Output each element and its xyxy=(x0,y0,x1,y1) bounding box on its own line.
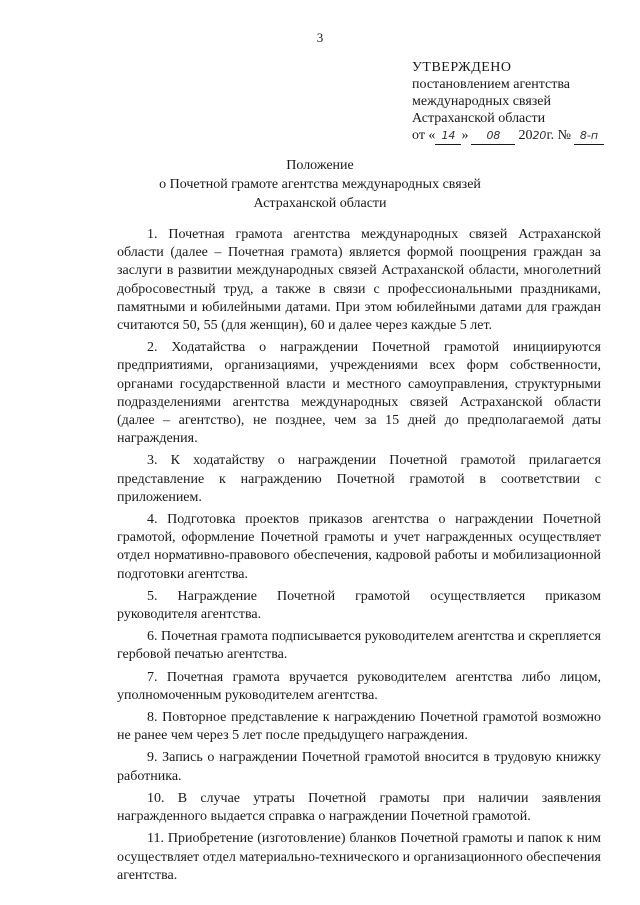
paragraph-1: 1. Почетная грамота агентства международных связей Астраханской области (далее – Почетная грамота) является формой поощрения граждан за заслуги в развитии международных связей Астраханской области, многолетний добросовестный труд, а также в связи с профессиональными праздниками, памятными и юбилейными датами. При этом юбилейными датами для граждан считаются 50, 55 (для женщин), 60 и далее через каждые 5 лет. xyxy=(117,227,601,334)
date-year-end: г. № xyxy=(546,128,571,143)
title-line-2: о Почетной грамоте агентства международных связей xyxy=(159,177,481,192)
paragraph-7: 7. Почетная грамота вручается руководителем агентства либо лицом, уполномоченным руководителем агентства. xyxy=(117,669,601,703)
date-month: 08 xyxy=(471,127,515,145)
paragraph-6: 6. Почетная грамота подписывается руководителем агентства и скрепляется гербовой печатью агентства. xyxy=(117,629,601,663)
document-title xyxy=(0,156,640,213)
paragraph-10: 10. В случае утраты Почетной грамоты при наличии заявления награжденного выдается справка о награждении Почетной грамотой. xyxy=(117,790,601,825)
document-body xyxy=(117,226,601,889)
paragraph-9: 9. Запись о награждении Почетной грамотой вносится в трудовую книжку работника. xyxy=(117,750,601,784)
approval-heading: УТВЕРЖДЕНО xyxy=(412,60,512,75)
paragraph-11: 11. Приобретение (изготовление) бланков Почетной грамоты и папок к ним осуществляет отдел материально-технического и организационного обеспечения агентства. xyxy=(117,831,601,883)
approval-line-2: международных связей xyxy=(412,94,552,109)
title-line-1: Положение xyxy=(286,158,354,173)
paragraph-5: 5. Награждение Почетной грамотой осуществляется приказом руководителя агентства. xyxy=(117,588,601,623)
date-year-suffix: 20 xyxy=(532,129,547,142)
title-line-3: Астраханской области xyxy=(253,196,387,211)
date-year-prefix: 20 xyxy=(518,128,533,143)
date-prefix: от « xyxy=(412,128,436,143)
paragraph-3: 3. К ходатайству о награждении Почетной грамотой прилагается представление к награждению Почетной грамотой в соответствии с приложением. xyxy=(117,453,601,505)
page-number: 3 xyxy=(316,30,324,45)
approval-date-line xyxy=(412,127,622,145)
date-mid: » xyxy=(461,128,469,143)
paragraph-4: 4. Подготовка проектов приказов агентства о награждении Почетной грамотой, оформление Почетной грамоты и учет награжденных осуществляет отдел нормативно-правового обеспечения, кадровой работы и мобилизационной подготовки агентства. xyxy=(117,512,601,582)
paragraph-8: 8. Повторное представление к награждению Почетной грамотой возможно не ранее чем через 5 лет после предыдущего награждения. xyxy=(117,710,601,744)
approval-stamp xyxy=(412,59,622,145)
date-day: 14 xyxy=(435,127,461,145)
approval-line-3: Астраханской области xyxy=(412,111,546,126)
approval-line-1: постановлением агентства xyxy=(412,77,570,92)
paragraph-2: 2. Ходатайства о награждении Почетной грамотой инициируются предприятиями, организациями, учреждениями всех форм собственности, органами государственной власти и местного самоуправления, структурными подразделениями агентства международных связей Астраханской области (далее – агентство), не позднее, чем за 15 дней до предполагаемой даты награждения. xyxy=(117,340,601,447)
document-number: 8-п xyxy=(574,127,604,145)
